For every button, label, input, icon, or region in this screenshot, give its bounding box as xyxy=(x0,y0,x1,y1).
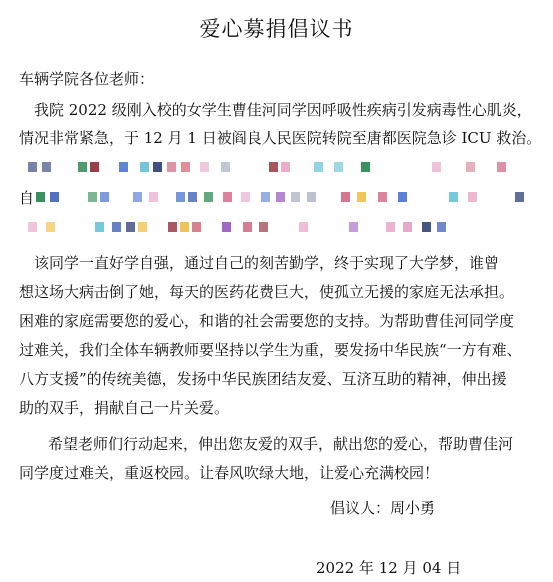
redaction-block xyxy=(449,192,458,202)
redaction-block xyxy=(222,222,231,232)
paragraph2-line3: 困难的家庭需要您的爱心，和谐的社会需要您的支持。为帮助曹佳河同学度 xyxy=(19,312,515,330)
redacted-leading-char: 自 xyxy=(19,189,35,207)
redaction-block xyxy=(241,192,250,202)
redaction-block xyxy=(200,162,209,172)
date-line: 2022 年 12 月 04 日 xyxy=(316,559,462,577)
redaction-block xyxy=(28,222,37,232)
redaction-block xyxy=(515,192,524,202)
redaction-block xyxy=(291,192,300,202)
redaction-block xyxy=(204,192,213,202)
redaction-block xyxy=(341,192,350,202)
paragraph3-line2: 同学度过难关，重返校园。让春风吹绿大地，让爱心充满校园！ xyxy=(19,464,440,482)
redaction-block xyxy=(133,192,142,202)
redaction-block xyxy=(361,162,370,172)
signer-line: 倡议人：周小勇 xyxy=(330,499,436,517)
redaction-block xyxy=(167,162,176,172)
redaction-block xyxy=(223,192,232,202)
redaction-block xyxy=(119,162,128,172)
redaction-block xyxy=(276,192,285,202)
redaction-block xyxy=(168,222,177,232)
redaction-block xyxy=(378,192,387,202)
redacted-line-3 xyxy=(0,218,553,238)
redaction-block xyxy=(78,162,87,172)
redaction-block xyxy=(90,162,99,172)
redaction-block xyxy=(269,162,278,172)
document-title: 爱心募捐倡议书 xyxy=(199,17,354,41)
redaction-block xyxy=(259,222,268,232)
redaction-block xyxy=(153,162,162,172)
redaction-block xyxy=(243,222,252,232)
redaction-block xyxy=(28,162,37,172)
redaction-block xyxy=(386,222,395,232)
redacted-line-1 xyxy=(0,158,553,178)
redaction-block xyxy=(42,162,51,172)
redaction-block xyxy=(180,222,189,232)
paragraph2-line5: 八方支援”的传统美德，发扬中华民族团结友爱、互济互助的精神，伸出援 xyxy=(19,370,507,388)
redaction-block xyxy=(126,222,135,232)
redaction-block xyxy=(176,192,185,202)
paragraph1-line1: 我院 2022 级刚入校的女学生曹佳河同学因呼吸性疾病引发病毒性心肌炎， xyxy=(34,101,532,119)
redaction-block xyxy=(149,192,158,202)
paragraph1-line2: 情况非常紧急，于 12 月 1 日被阎良人民医院转院至唐都医院急诊 ICU 救治。 xyxy=(19,129,542,147)
redacted-line-2 xyxy=(0,188,553,208)
redaction-block xyxy=(112,222,121,232)
redaction-block xyxy=(403,222,412,232)
paragraph2-line1: 该同学一直好学自强，通过自己的刻苦勤学，终于实现了大学梦，谁曾 xyxy=(34,254,500,272)
redaction-block xyxy=(468,192,477,202)
redaction-block xyxy=(95,222,104,232)
redaction-block xyxy=(466,162,475,172)
redaction-block xyxy=(46,222,55,232)
redaction-block xyxy=(281,162,290,172)
redaction-block xyxy=(188,192,197,202)
redaction-block xyxy=(140,162,149,172)
redaction-block xyxy=(221,162,230,172)
paragraph2-line4: 过难关，我们全体车辆教师要坚持以学生为重，要发扬中华民族“一方有难、 xyxy=(19,341,522,359)
paragraph2-line6: 助的双手，捐献自己一片关爱。 xyxy=(19,399,230,417)
redaction-block xyxy=(192,222,201,232)
redaction-block xyxy=(398,192,407,202)
redaction-block xyxy=(334,162,343,172)
redaction-block xyxy=(261,192,270,202)
paragraph3-line1: 希望老师们行动起来，伸出您友爱的双手，献出您的爱心，帮助曹佳河 xyxy=(48,435,514,453)
redaction-block xyxy=(50,192,59,202)
redaction-block xyxy=(422,222,431,232)
redaction-block xyxy=(36,192,45,202)
redaction-block xyxy=(299,222,308,232)
redaction-block xyxy=(357,192,366,202)
redaction-block xyxy=(181,162,190,172)
redaction-block xyxy=(437,222,446,232)
redaction-block xyxy=(497,162,506,172)
redaction-block xyxy=(138,222,147,232)
redaction-block xyxy=(88,192,97,202)
greeting: 车辆学院各位老师： xyxy=(19,70,155,88)
redaction-block xyxy=(432,162,441,172)
redaction-block xyxy=(349,222,358,232)
redaction-block xyxy=(307,192,316,202)
paragraph2-line2: 想这场大病击倒了她，每天的医药花费巨大，使孤立无援的家庭无法承担。 xyxy=(19,283,515,301)
redaction-block xyxy=(314,162,323,172)
redaction-block xyxy=(100,192,109,202)
